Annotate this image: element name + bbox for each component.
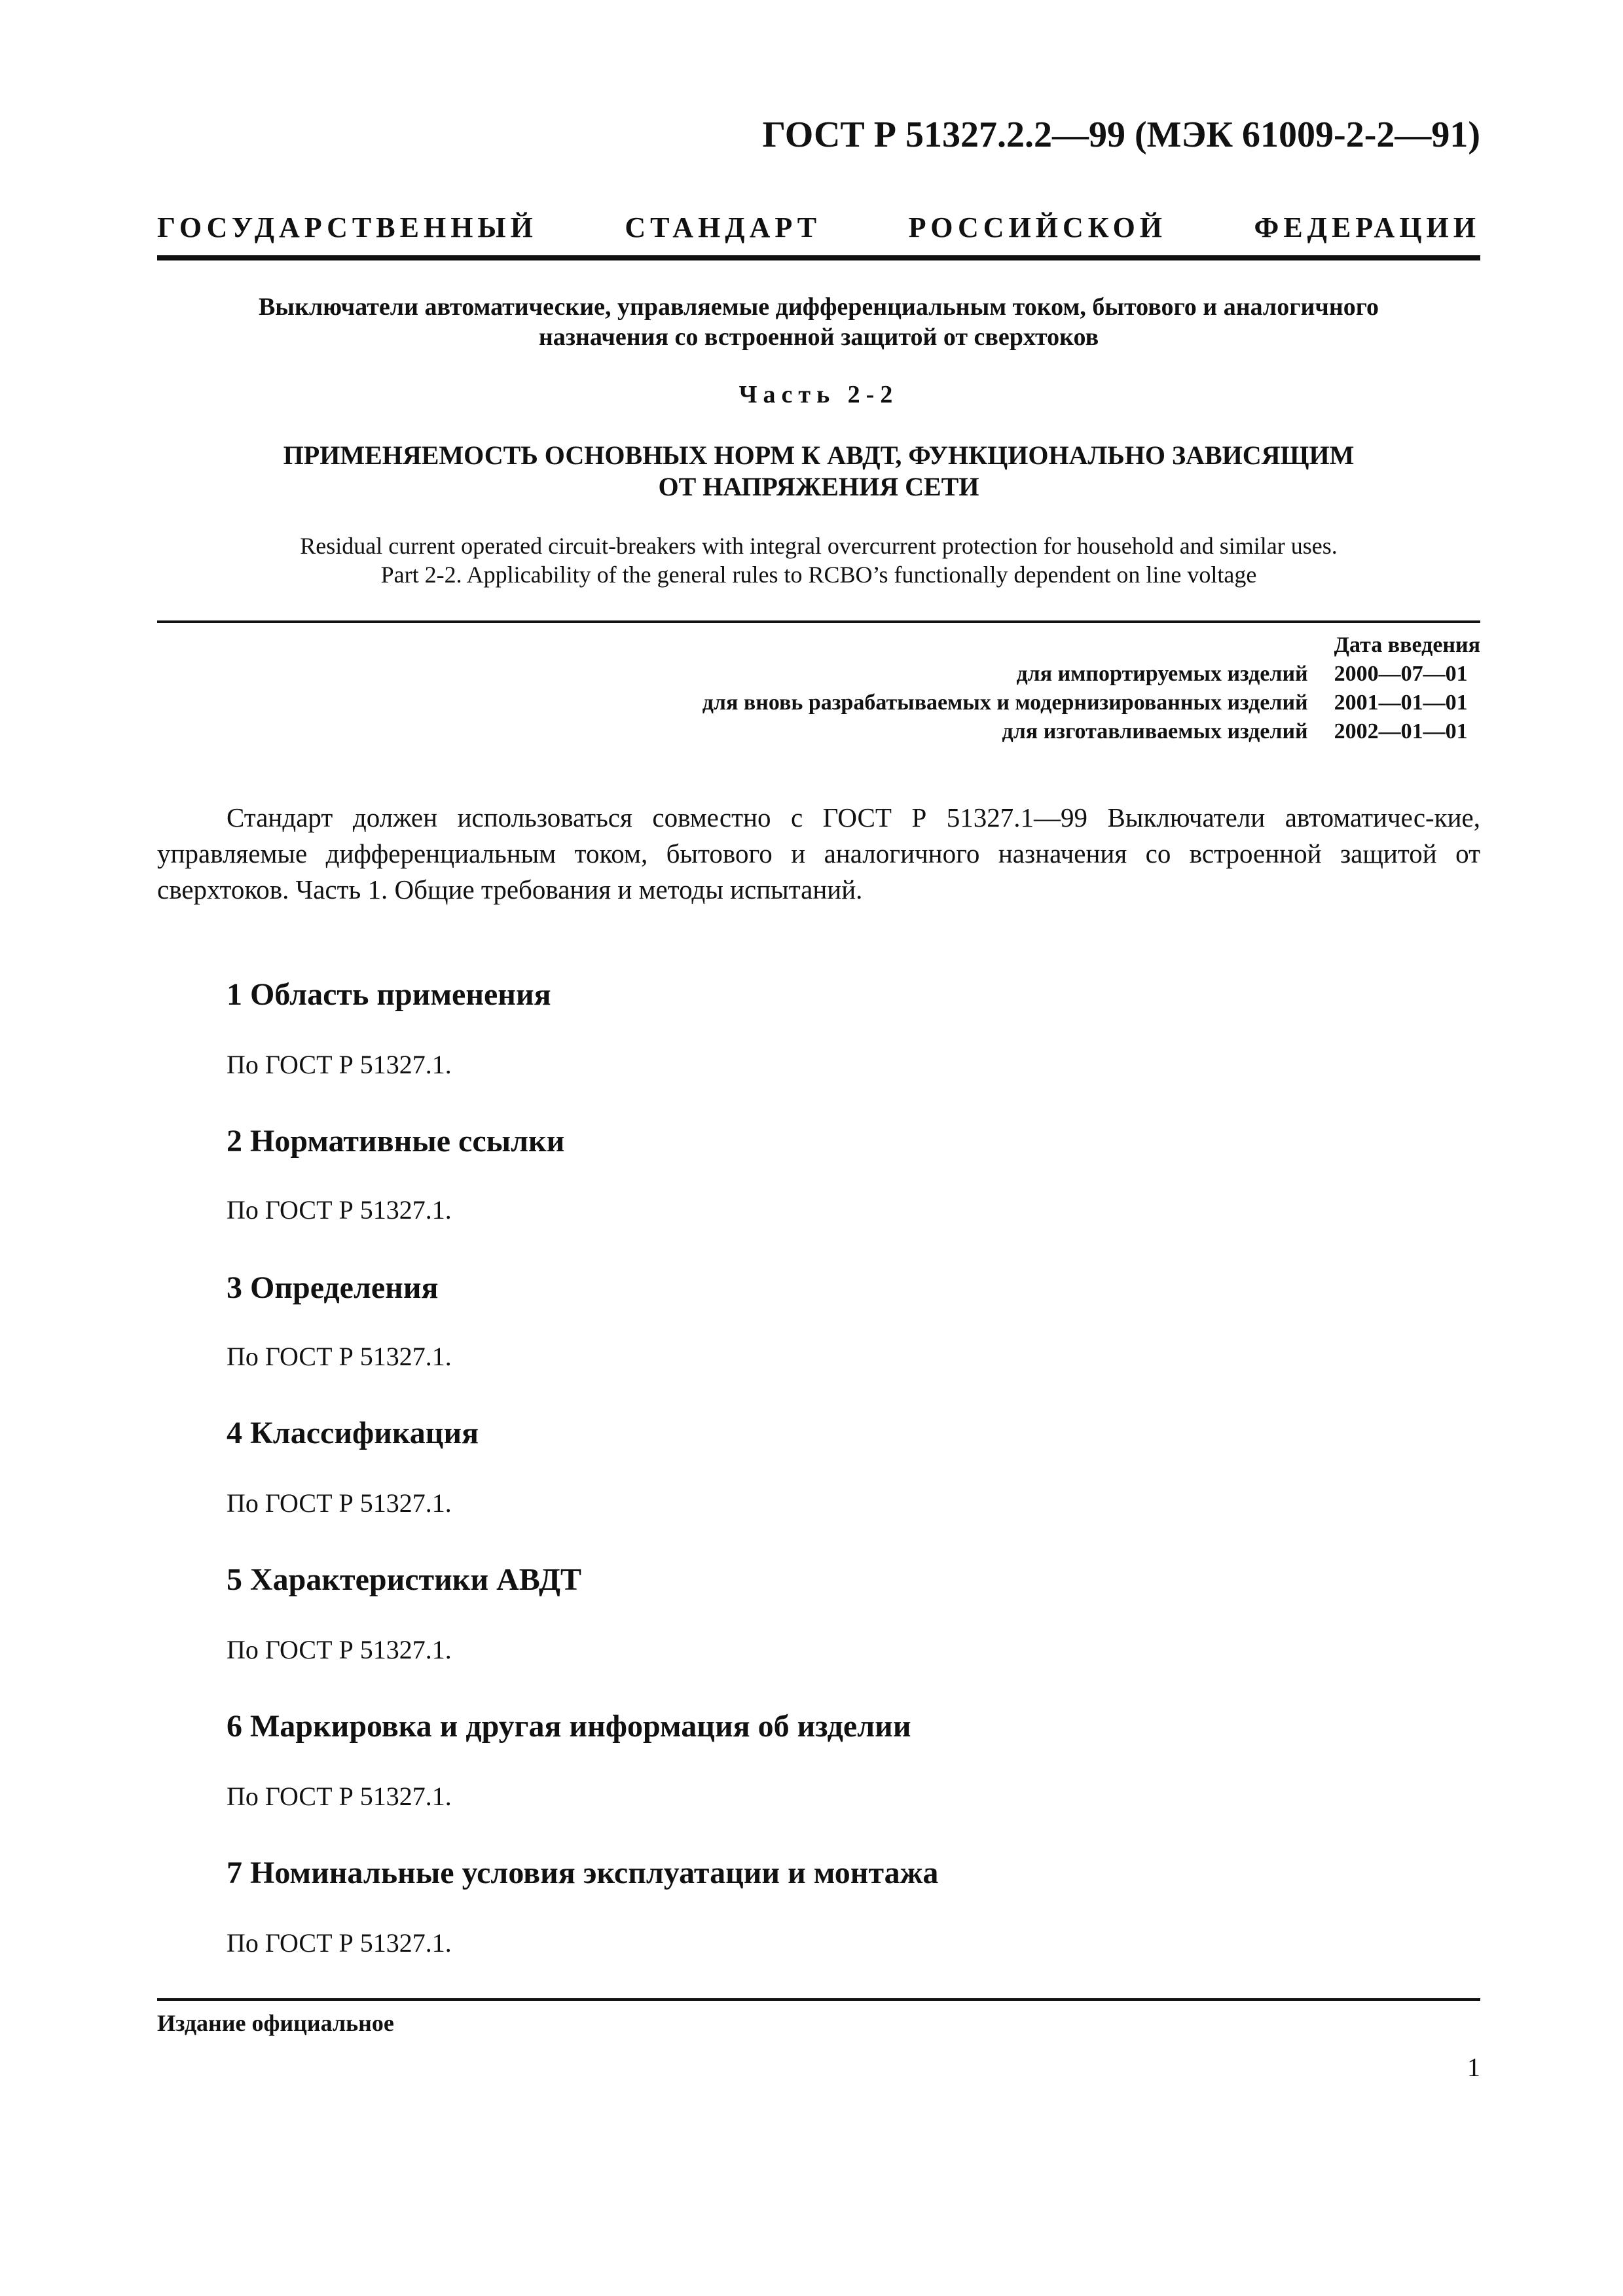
section-heading: 3 Определения bbox=[227, 1270, 439, 1305]
introduction-dates bbox=[498, 631, 1480, 746]
document-title bbox=[157, 292, 1480, 352]
part-label: Часть 2-2 bbox=[739, 381, 899, 408]
section-definitions bbox=[227, 1268, 1480, 1371]
title-divider bbox=[157, 620, 1480, 623]
intro-paragraph: Стандарт должен использоваться совместно с ГОСТ Р 51327.1—99 Выключатели автоматичес-кие, управляемые дифференциальным током, бытового и аналогичного назначения со встроенной защитой от сверхтоков. Часть 1. Общие требования и методы испытаний. bbox=[157, 802, 1480, 905]
section-characteristics bbox=[227, 1560, 1480, 1664]
date-row bbox=[702, 689, 1480, 717]
date-row-value: 2002—01—01 bbox=[1334, 719, 1468, 744]
english-title bbox=[157, 531, 1480, 589]
section-service-conditions bbox=[227, 1854, 1480, 1958]
english-title-line-2: Part 2-2. Applicability of the general rules to RCBO’s functionally dependent on line voltage bbox=[380, 562, 1257, 588]
date-row bbox=[702, 660, 1480, 689]
section-heading: 6 Маркировка и другая информация об изделии bbox=[227, 1709, 911, 1744]
section-classification bbox=[227, 1414, 1480, 1518]
section-heading: 7 Номинальные условия эксплуатации и монтажа bbox=[227, 1856, 939, 1890]
title-line-1: Выключатели автоматические, управляемые дифференциальным током, бытового и аналогичного bbox=[258, 293, 1379, 321]
section-body: По ГОСТ Р 51327.1. bbox=[227, 1928, 452, 1958]
section-heading: 2 Нормативные ссылки bbox=[227, 1124, 565, 1158]
footer-divider bbox=[157, 1998, 1480, 2001]
dates-table bbox=[702, 631, 1480, 746]
section-heading: 5 Характеристики АВДТ bbox=[227, 1562, 581, 1597]
section-normative-references bbox=[227, 1122, 1480, 1225]
date-row-label: для изготавливаемых изделий bbox=[1002, 719, 1308, 744]
section-body: По ГОСТ Р 51327.1. bbox=[227, 1050, 452, 1079]
section-body: По ГОСТ Р 51327.1. bbox=[227, 1342, 452, 1371]
date-row-value: 2001—01—01 bbox=[1334, 691, 1468, 715]
section-heading: 1 Область применения bbox=[227, 977, 551, 1012]
date-row-label: для вновь разрабатываемых и модернизированных изделий bbox=[702, 691, 1308, 715]
document-subtitle bbox=[157, 440, 1480, 503]
subtitle-line-2: ОТ НАПРЯЖЕНИЯ СЕТИ bbox=[658, 472, 979, 501]
section-marking bbox=[227, 1707, 1480, 1811]
dates-heading: Дата введения bbox=[1334, 633, 1480, 657]
page-number: 1 bbox=[1467, 2053, 1480, 2082]
section-body: По ГОСТ Р 51327.1. bbox=[227, 1782, 452, 1811]
section-heading: 4 Классификация bbox=[227, 1416, 479, 1450]
subtitle-line-1: ПРИМЕНЯЕМОСТЬ ОСНОВНЫХ НОРМ К АВДТ, ФУНКЦИОНАЛЬНО ЗАВИСЯЩИМ bbox=[283, 440, 1355, 470]
document-number: ГОСТ Р 51327.2.2—99 (МЭК 61009-2-2—91) bbox=[762, 115, 1480, 155]
date-row bbox=[702, 717, 1480, 746]
standard-banner: ГОСУДАРСТВЕННЫЙ СТАНДАРТ РОССИЙСКОЙ ФЕДЕРАЦИИ bbox=[157, 211, 1480, 243]
english-title-line-1: Residual current operated circuit-breakers with integral overcurrent protection for household and similar uses. bbox=[300, 533, 1338, 559]
section-body: По ГОСТ Р 51327.1. bbox=[227, 1488, 452, 1518]
title-line-2: назначения со встроенной защитой от сверхтоков bbox=[538, 323, 1099, 351]
section-scope bbox=[227, 975, 1480, 1079]
date-row-value: 2000—07—01 bbox=[1334, 662, 1468, 686]
date-row-label: для импортируемых изделий bbox=[1016, 662, 1308, 686]
section-body: По ГОСТ Р 51327.1. bbox=[227, 1635, 452, 1664]
header-divider bbox=[157, 255, 1480, 260]
edition-label: Издание официальное bbox=[157, 2010, 394, 2036]
section-body: По ГОСТ Р 51327.1. bbox=[227, 1195, 452, 1225]
